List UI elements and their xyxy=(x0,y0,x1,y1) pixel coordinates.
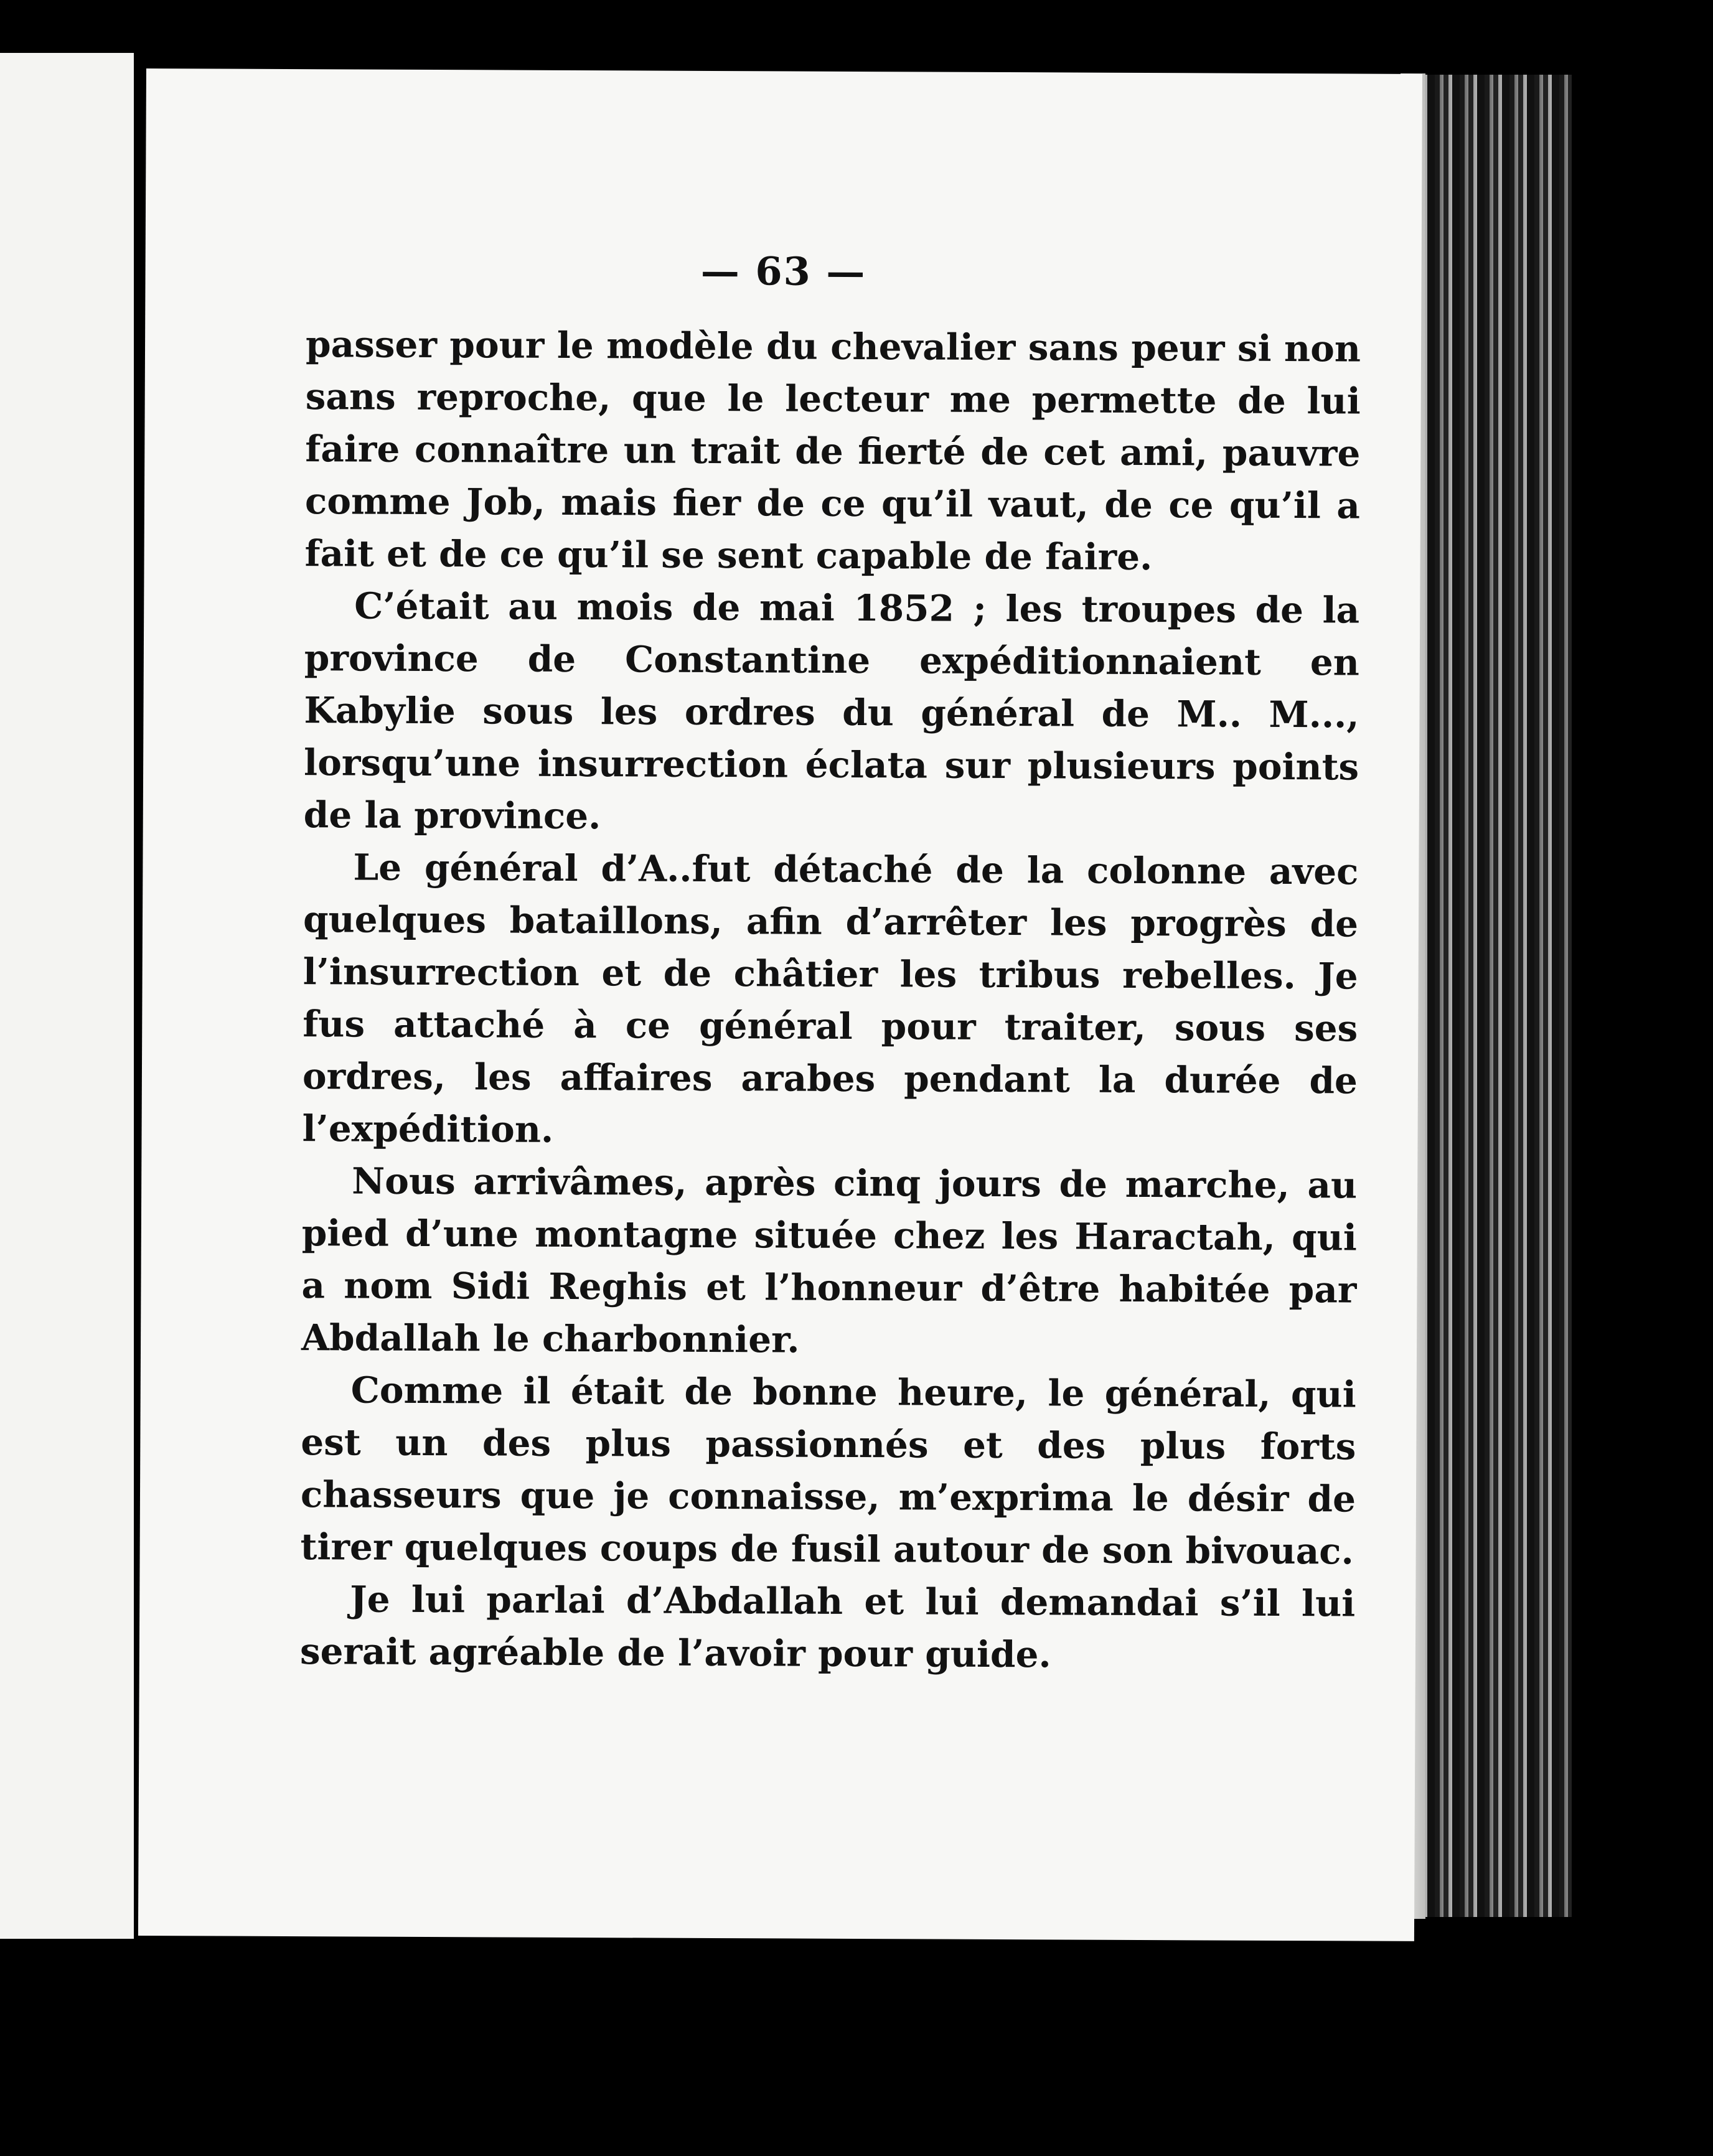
left-page-edge xyxy=(0,53,134,1939)
paragraph: Le général d’A..fut détaché de la colonne avec quelques bataillons, afin d’arrêter les progrès de l’insurrection et de châtier les tribus rebelles. Je fus attaché à ce général pour traiter, sous ses ordres, les affaires arabes pendant la durée de l’expédition. xyxy=(302,846,1359,1151)
paragraph-continuation: passer pour le modèle du chevalier sans peur si non sans reproche, que le lecteur me permette de lui faire connaître un trait de fierté de cet ami, pauvre comme Job, mais fier de ce qu’il vaut, de ce qu’il a fait et de ce qu’il se sent capable de faire. xyxy=(304,323,1361,579)
page-number: — 63 — xyxy=(700,248,866,295)
paragraph: Nous arrivâmes, après cinq jours de marche, au pied d’une montagne située chez les Haractah, qui a nom Sidi Reghis et l’honneur d’être habitée par Abdallah le charbonnier. xyxy=(301,1160,1358,1361)
paragraph: Je lui parlai d’Abdallah et lui demandai s’il lui serait agréable de l’avoir pour guide. xyxy=(299,1578,1356,1676)
book-page xyxy=(138,68,1422,1941)
page-body-text xyxy=(300,318,1361,1682)
book-fore-edge xyxy=(1410,75,1572,1917)
paragraph: C’était au mois de mai 1852 ; les troupes de la province de Constantine expéditionnaient en Kabylie sous les ordres du général de M.. M..., lorsqu’une insurrection éclata sur plusieurs points de la province. xyxy=(303,584,1360,838)
paragraph: Comme il était de bonne heure, le général, qui est un des plus passionnés et des plus forts chasseurs que je connaisse, m’exprima le désir de tirer quelques coups de fusil autour de son bivouac. xyxy=(300,1369,1356,1573)
